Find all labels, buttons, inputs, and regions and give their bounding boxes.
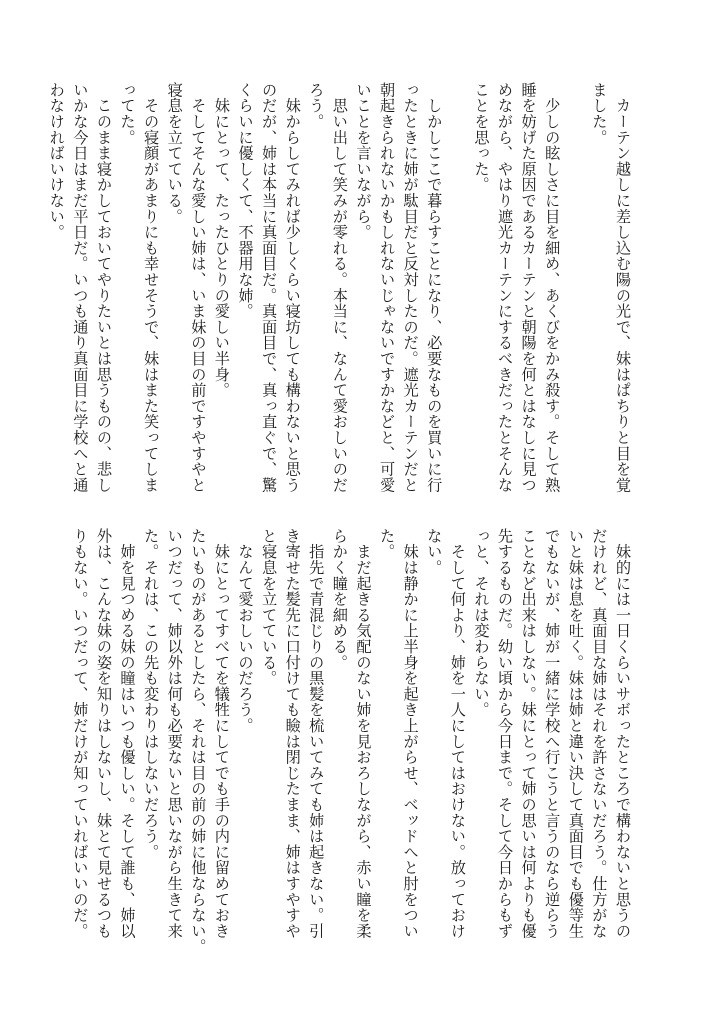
top_block-line: のだが、姉は本当に真面目だ。真面目で、真っ直ぐで、驚	[260, 82, 279, 493]
top_block-line: めながら、やはり遮光カーテンにするべきだったとそんな	[496, 82, 515, 493]
bottom_block-line: 妹は静かに上半身を起き上がらせ、ベッドへと肘をつい	[401, 528, 420, 939]
bottom_block-line: たいものがあるとしたら、それは目の前の姉に他ならない。	[189, 528, 208, 955]
bottom_block-line: 妹的には一日くらいサボったところで構わないと思うの	[614, 528, 632, 939]
bottom_block-line: き寄せた髪先に口付けても瞼は閉じたまま、姉はすやすや	[283, 528, 302, 939]
bottom_block-line: なんて愛おしいのだろう。	[236, 528, 255, 734]
top_block-line: その寝顔があまりにも幸せそうで、妹はまた笑ってしま	[142, 82, 161, 493]
bottom_block-line: いと妹は息を吐く。妹は姉と違い決して真面目でも優等生	[566, 528, 585, 939]
bottom_block-line: そして何より、姉を一人にしてはおけない。放っておけ	[448, 528, 467, 939]
bottom_block-line: ことなど出来はしない。妹にとって姉の思いは何よりも優	[519, 528, 538, 939]
bottom_block-line: まだ起きる気配のない姉を見おろしながら、赤い瞳を柔	[354, 528, 373, 939]
top_block-line: 妹にとって、たったひとりの愛しい半身。	[212, 82, 231, 398]
top_block-line: わなければいけない。	[47, 82, 66, 240]
bottom_block-line: 指先で青混じりの黒髪を梳いてみても姉は起きない。引	[307, 528, 326, 939]
top_block-line: 朝起きられないかもしれないじゃないですかなどと、可愛	[378, 82, 397, 493]
top_block-line: ました。	[590, 82, 609, 146]
bottom_block-line: 妹にとってすべてを犠牲にしてでも手の内に留めておき	[212, 528, 231, 939]
text-block-top	[47, 82, 634, 508]
bottom_block-line: た。それは、この先も変わりはしないだろう。	[142, 528, 161, 860]
bottom_block-line: でもないが、姉が一緒に学校へ行こうと言うのなら逆らう	[543, 528, 562, 939]
bottom_block-line: 先するものだ。幼い頃から今日まで。そして今日からもず	[496, 528, 515, 939]
bottom_block-line: らかく瞳を細める。	[330, 528, 349, 671]
top_block-line: ろう。	[307, 82, 326, 130]
bottom_block-line: りもない。いつだって、姉だけが知っていればいいのだ。	[71, 528, 90, 939]
top_block-line: ことを思った。	[472, 82, 491, 193]
top_block-line: 妹からしてみれば少しくらい寝坊しても構わないと思う	[283, 82, 302, 493]
top_block-line: そしてそんな愛しい姉は、いま妹の目の前ですやすやと	[189, 82, 208, 493]
top_block-line	[445, 82, 469, 508]
bottom_block-line: だけれど、真面目な姉はそれを許さないだろう。仕方がな	[590, 528, 609, 939]
bottom_block-line: いつだって、姉以外は何も必要ないと思いながら生きて来	[165, 528, 184, 939]
top_block-line: しかしここで暮らすことになり、必要なものを買いに行	[425, 82, 444, 493]
bottom_block-line: と寝息を立てている。	[260, 528, 279, 686]
text-block-bottom	[71, 528, 634, 955]
top_block-line: 寝息を立てている。	[165, 82, 184, 225]
top_block-line	[563, 82, 587, 508]
top_block-line: 睡を妨げた原因であるカーテンと朝陽を何とはなしに見つ	[519, 82, 538, 493]
bottom_block-line: 外は、こんな妹の姿を知りはしないし、妹とて見せるつも	[94, 528, 113, 939]
top_block-line: 思い出して笑みが零れる。本当に、なんて愛おしいのだ	[330, 82, 349, 493]
top_block-line: いかな今日はまだ平日だ。いつも通り真面目に学校へと通	[71, 82, 90, 493]
top_block-line: ったときに姉が駄目だと反対したのだ。遮光カーテンだと	[401, 82, 420, 493]
bottom_block-line: ない。	[425, 528, 444, 576]
top_block-line: くらいに優しくて、不器用な姉。	[236, 82, 255, 319]
top_block-line: いことを言いながら。	[354, 82, 373, 240]
bottom_block-line: た。	[378, 528, 397, 560]
bottom_block-line: っと、それは変わらない。	[472, 528, 491, 718]
top_block-line: 少しの眩しさに目を細め、あくびをかみ殺す。そして熟	[543, 82, 562, 493]
bottom_block-line: 姉を見つめる妹の瞳はいつも優しい。そして誰も、姉以	[118, 528, 137, 939]
top_block-line: このまま寝かしておいてやりたいとは思うものの、悲し	[94, 82, 113, 493]
top_block-line: カーテン越しに差し込む陽の光で、妹はぱちりと目を覚	[614, 82, 632, 493]
top_block-line: ってた。	[118, 82, 137, 146]
